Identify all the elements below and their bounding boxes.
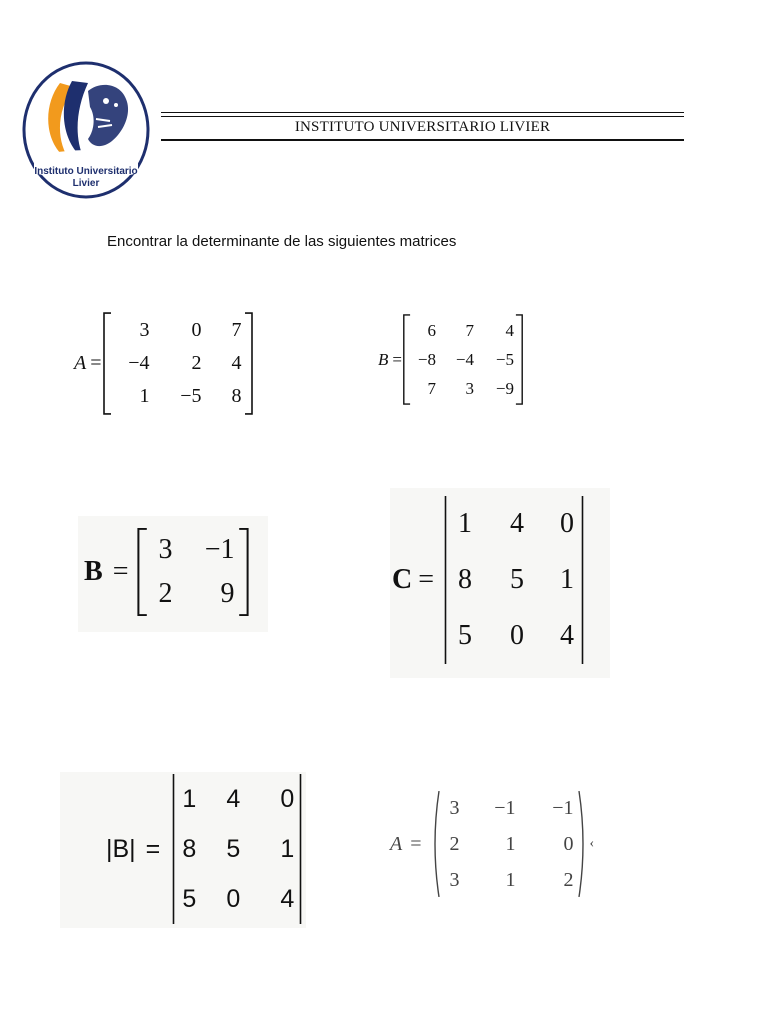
matrix-label: C bbox=[392, 564, 413, 595]
matrix-cell: 2 bbox=[563, 868, 574, 891]
matrix-cell: 4 bbox=[510, 508, 525, 539]
header-rule-bottom bbox=[161, 139, 684, 141]
matrix-cell: 4 bbox=[226, 784, 241, 813]
matrix-body bbox=[172, 774, 302, 924]
matrix-cell: −1 bbox=[552, 796, 574, 819]
matrix-cell: 1 bbox=[182, 784, 197, 813]
matrix-cell: 3 bbox=[449, 796, 460, 819]
matrix-label: B bbox=[378, 349, 389, 369]
matrix-cell: −4 bbox=[455, 349, 474, 369]
matrix-cell: 6 bbox=[427, 320, 436, 340]
matrix-cell: 5 bbox=[510, 564, 525, 595]
matrix-cell: 0 bbox=[560, 508, 575, 539]
matrix-cell: 5 bbox=[458, 620, 473, 651]
equals-sign: = bbox=[418, 564, 435, 595]
matrix-cell: 4 bbox=[231, 352, 242, 374]
matrix-label: |B| bbox=[106, 834, 136, 863]
matrix-cell: 0 bbox=[563, 832, 574, 855]
matrix-b-3x3 bbox=[378, 314, 524, 405]
matrix-cell: 2 bbox=[449, 832, 460, 855]
matrix-cell: 8 bbox=[182, 834, 197, 863]
header-title: INSTITUTO UNIVERSITARIO LIVIER bbox=[294, 119, 551, 135]
matrix-cell: −4 bbox=[128, 352, 150, 374]
matrix-cell: 3 bbox=[465, 378, 474, 398]
matrix-cell: 1 bbox=[139, 385, 150, 407]
header-rule-top-1 bbox=[161, 112, 684, 113]
logo-text-line1: Instituto Universitario bbox=[34, 166, 138, 177]
matrix-cell: 0 bbox=[510, 620, 525, 651]
matrix-body bbox=[430, 790, 588, 898]
matrix-cell: 1 bbox=[560, 564, 575, 595]
equals-sign: = bbox=[392, 349, 402, 369]
matrix-cell: −1 bbox=[494, 796, 516, 819]
matrix-cell: −5 bbox=[495, 349, 514, 369]
matrix-cell: −5 bbox=[180, 385, 202, 407]
matrix-a bbox=[74, 312, 254, 415]
equals-sign: = bbox=[410, 832, 422, 855]
logo-text-line2: Livier bbox=[72, 178, 100, 189]
matrix-cell: 0 bbox=[226, 884, 241, 913]
matrix-body bbox=[444, 496, 584, 664]
matrix-label: B bbox=[84, 556, 103, 587]
matrix-cell: 1 bbox=[458, 508, 473, 539]
matrix-cell: 9 bbox=[220, 578, 235, 609]
equals-sign: = bbox=[112, 556, 129, 587]
matrix-cell: 7 bbox=[231, 319, 242, 341]
matrix-cell: 3 bbox=[449, 868, 460, 891]
matrix-c bbox=[392, 496, 584, 664]
matrix-a-paren bbox=[390, 790, 594, 898]
matrix-cell: 8 bbox=[458, 564, 473, 595]
matrix-cell: −9 bbox=[495, 378, 514, 398]
matrix-cell: 0 bbox=[280, 784, 295, 813]
matrix-cell: 5 bbox=[226, 834, 241, 863]
matrix-cell: 1 bbox=[505, 832, 516, 855]
institute-logo bbox=[22, 61, 150, 199]
matrix-body bbox=[106, 312, 254, 415]
matrix-cell: 0 bbox=[191, 319, 202, 341]
matrix-cell: 4 bbox=[280, 884, 295, 913]
matrix-cell: 7 bbox=[465, 320, 474, 340]
equals-sign: = bbox=[145, 834, 161, 863]
matrix-cell: 1 bbox=[505, 868, 516, 891]
matrix-label: A bbox=[390, 832, 403, 855]
matrix-cell: 7 bbox=[427, 378, 436, 398]
matrix-cell: 4 bbox=[560, 620, 575, 651]
matrix-b-2x2 bbox=[84, 528, 250, 616]
matrix-cell: −8 bbox=[417, 349, 436, 369]
matrix-label: A bbox=[74, 352, 87, 374]
matrix-cell: 8 bbox=[231, 385, 242, 407]
matrix-cell: 2 bbox=[191, 352, 202, 374]
trailing-mark: ‹ bbox=[589, 836, 595, 851]
matrix-body bbox=[406, 314, 524, 405]
matrix-cell: 3 bbox=[158, 534, 173, 565]
matrix-cell: 2 bbox=[158, 578, 173, 609]
matrix-body bbox=[138, 528, 250, 616]
matrix-cell: 1 bbox=[280, 834, 295, 863]
matrix-cell: 4 bbox=[505, 320, 514, 340]
matrix-det-b bbox=[106, 774, 302, 924]
equals-sign: = bbox=[90, 352, 102, 374]
matrix-cell: −1 bbox=[204, 534, 235, 565]
matrix-cell: 5 bbox=[182, 884, 197, 913]
header-rule-top-2 bbox=[161, 116, 684, 117]
matrix-cell: 3 bbox=[139, 319, 150, 341]
instruction-text: Encontrar la determinante de las siguientes matrices bbox=[107, 233, 457, 250]
